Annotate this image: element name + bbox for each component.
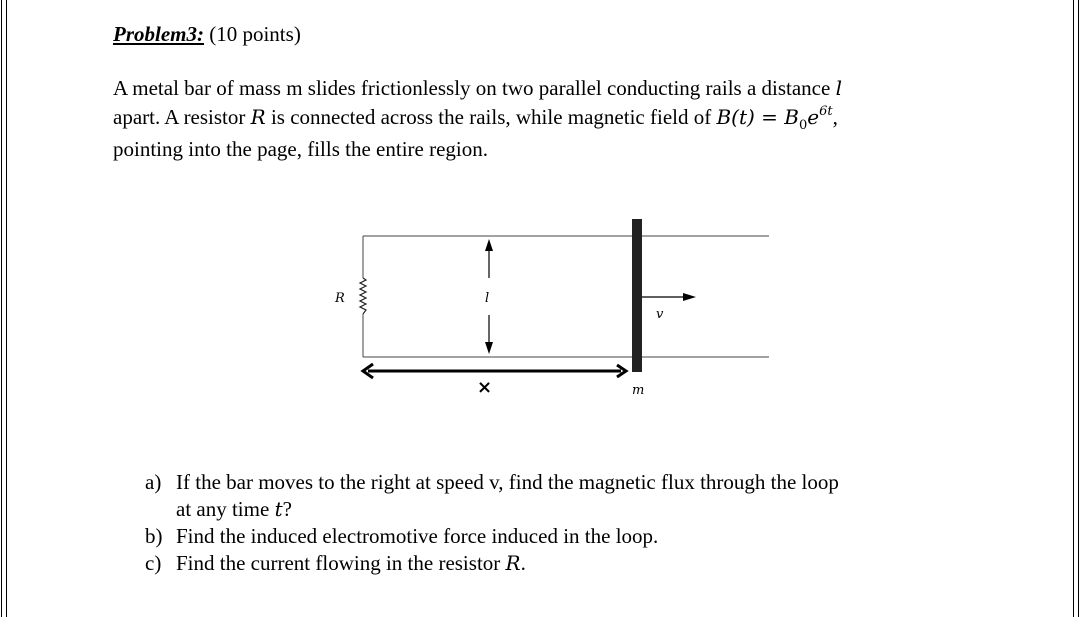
l-arrow-up-head [485, 239, 493, 251]
question-end: ? [282, 497, 292, 521]
question-c [145, 550, 1005, 577]
field-subscript: 0 [798, 118, 808, 133]
question-text: Find the induced electromotive force induced in the loop. [176, 524, 659, 548]
question-list [145, 469, 1005, 577]
question-end: . [520, 551, 526, 575]
l-arrow-down-head [485, 342, 493, 354]
field-expression-lhs: B(t) = B [716, 105, 799, 129]
var-t: t [274, 497, 283, 521]
statement-text-1: A metal bar of mass m slides frictionlessly on two parallel conducting rails a distance [113, 76, 836, 100]
problem-points: (10 points) [209, 22, 301, 46]
question-label: c) [145, 551, 162, 575]
mass-label: m [632, 383, 645, 398]
statement-text-2: apart. A resistor [113, 105, 251, 129]
question-a [145, 469, 1005, 523]
field-exponential-base: e [807, 105, 820, 129]
question-text: If the bar moves to the right at speed v, find the magnetic flux through the loop [176, 470, 839, 494]
statement-text-5: pointing into the page, fills the entire region. [113, 137, 488, 161]
velocity-label: v [656, 307, 664, 322]
statement-comma: , [832, 105, 838, 129]
question-label: b) [145, 524, 163, 548]
resistor-zigzag [360, 278, 366, 314]
problem-title: Problem3: [113, 22, 204, 46]
question-label: a) [145, 470, 162, 494]
var-R: R [505, 551, 521, 575]
x-label: × [477, 377, 493, 398]
question-b [145, 523, 1005, 550]
sliding-bar [632, 219, 642, 372]
var-l: l [835, 76, 842, 100]
question-text: Find the current flowing in the resistor [176, 551, 506, 575]
statement-text-3: is connected across the rails, while magnetic field of [265, 105, 717, 129]
velocity-arrow-head [683, 293, 696, 301]
question-text-cont: at any time [176, 497, 275, 521]
distance-label: l [485, 291, 490, 306]
resistor-label: R [335, 291, 345, 306]
field-exponent: 6t [819, 104, 833, 119]
var-R: R [250, 105, 266, 129]
